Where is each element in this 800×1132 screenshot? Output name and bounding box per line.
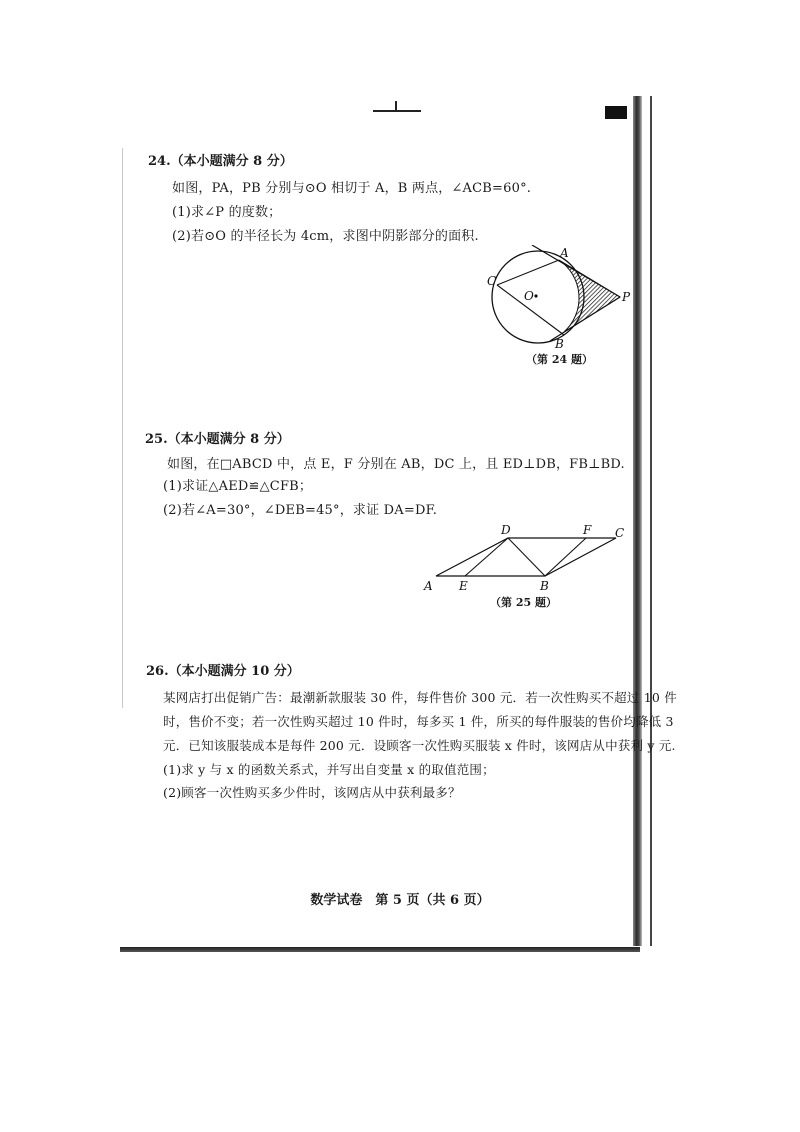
q25-label-f: F (583, 523, 592, 537)
q24-line-3: (2)若⊙O 的半径长为 4cm，求图中阴影部分的面积. (172, 229, 479, 244)
q26-line-5: (2)顾客一次性购买多少件时，该网店从中获利最多？ (163, 785, 461, 800)
q24-center-dot (534, 294, 537, 297)
bottom-rule (120, 947, 640, 952)
q24-caption: （第 24 题） (526, 353, 593, 366)
scan-top-mark (373, 110, 421, 112)
q24-line-2: (1)求∠P 的度数； (172, 205, 282, 220)
q25-label-a: A (424, 579, 433, 593)
q24-label-b: B (555, 337, 564, 351)
q24-label-o: O (524, 289, 534, 303)
scan-top-tick (395, 101, 397, 111)
q26-line-3: 元．已知该服装成本是每件 200 元．设顾客一次性购买服装 x 件时，该网店从中获利 y 元. (163, 738, 676, 753)
q26-line-1: 某网店打出促销广告：最潮新款服装 30 件，每件售价 300 元．若一次性购买不超过 10 件 (163, 690, 677, 705)
q24-shaded-region (559, 260, 620, 332)
q24-tangent-pa (532, 245, 620, 297)
q24-circle (492, 251, 584, 343)
q24-title: 24.（本小题满分 8 分） (148, 154, 293, 169)
q25-label-b: B (540, 579, 549, 593)
q24-line-1: 如图，PA，PB 分别与⊙O 相切于 A，B 两点，∠ACB=60°. (172, 181, 532, 196)
q25-line-1: 如图，在□ABCD 中，点 E，F 分别在 AB，DC 上，且 ED⊥DB，FB⊥BD. (167, 457, 625, 472)
q25-figure (420, 522, 630, 597)
q24-label-a: A (560, 246, 569, 260)
q26-line-2: 时，售价不变；若一次性购买超过 10 件时，每多买 1 件，所买的每件服装的售价均降低 3 (163, 714, 674, 729)
page-footer: 数学试卷 第 5 页（共 6 页） (310, 893, 490, 908)
q25-label-e: E (459, 579, 468, 593)
scan-corner-block (605, 106, 627, 119)
q25-label-c: C (615, 526, 625, 540)
q25-label-d: D (501, 523, 511, 537)
page-edge-line (650, 96, 652, 946)
q25-line-3: (2)若∠A=30°，∠DEB=45°，求证 DA=DF. (163, 503, 438, 518)
q25-caption: （第 25 题） (490, 596, 557, 609)
q24-label-c: C (487, 274, 497, 288)
q26-line-4: (1)求 y 与 x 的函数关系式，并写出自变量 x 的取值范围； (163, 762, 495, 777)
q24-label-p: P (622, 290, 631, 304)
q25-line-2: (1)求证△AED≌△CFB； (163, 479, 313, 494)
left-margin-rule (122, 148, 123, 708)
q26-title: 26.（本小题满分 10 分） (146, 664, 300, 679)
q25-segment-db (508, 538, 545, 576)
q25-title: 25.（本小题满分 8 分） (145, 432, 290, 447)
page-edge-shadow (633, 96, 642, 946)
